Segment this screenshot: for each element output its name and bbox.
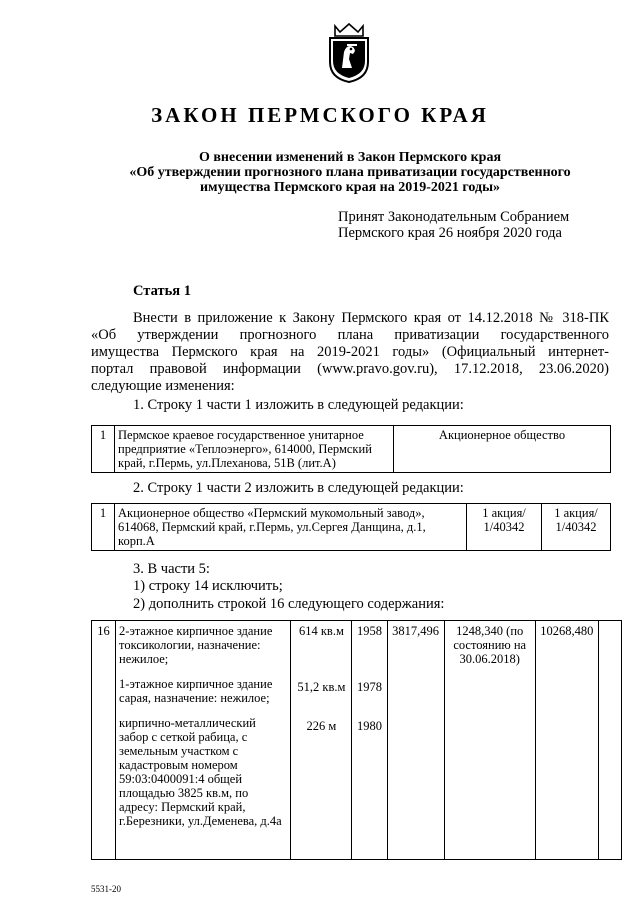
coat-of-arms-icon [326, 22, 372, 84]
intro-line: имущества Пермского края на 2019-2021 годы» (Официальный интернет- [91, 344, 609, 360]
empty-cell [598, 621, 621, 860]
table-row [92, 426, 611, 473]
row-number: 16 [92, 621, 116, 860]
row-number: 1 [92, 426, 115, 473]
legal-form: Акционерное общество [394, 426, 611, 473]
shares-a: 1 акция/ 1/40342 [467, 504, 542, 551]
adoption-line: Пермского края 26 ноября 2020 года [338, 224, 562, 241]
subtitle-line: О внесении изменений в Закон Пермского края [198, 150, 502, 165]
object-name: 2-этажное кирпичное здание токсикологии, назначение: нежилое; [119, 624, 273, 666]
change-item-2: 2. Строку 1 части 2 изложить в следующей редакции: [133, 480, 464, 496]
article-intro [91, 310, 609, 395]
subtitle-line: «Об утверждении прогнозного плана приватизации государственного [129, 165, 571, 180]
law-subtitle [90, 150, 610, 195]
change-item-3: 3. В части 5: [133, 561, 210, 577]
intro-line: «Об утверждении прогнозного плана приватизации государственного [91, 327, 609, 343]
object-years [352, 621, 387, 860]
balance-value: 3817,496 [387, 621, 444, 860]
object-area: 51,2 кв.м [297, 680, 346, 694]
change-item-1: 1. Строку 1 части 1 изложить в следующей редакции: [133, 397, 464, 413]
table-part1-row1 [91, 425, 611, 473]
law-title: ЗАКОН ПЕРМСКОГО КРАЯ [151, 103, 489, 127]
object-area: 614 кв.м [298, 624, 344, 638]
intro-line: Внести в приложение к Закону Пермского края от 14.12.2018 № 318-ПК [133, 310, 609, 326]
table-row [92, 504, 611, 551]
table-row [92, 621, 622, 860]
object-year: 1958 [357, 624, 382, 638]
row-number: 1 [92, 504, 115, 551]
object-year: 1978 [357, 680, 382, 694]
table-part2-row1 [91, 503, 611, 551]
object-name: кирпично-металлический забор с сеткой рабица, с земельным участком с кадастровым номером 59:03:0400091:4 общей площадью 3825 кв.м, по адресу: Пермский край, г.Березники, ул.Деменева, д.4а [119, 716, 282, 828]
article-heading: Статья 1 [133, 283, 191, 299]
subtitle-line: имущества Пермского края на 2019-2021 годы» [199, 180, 501, 195]
shares-b: 1 акция/ 1/40342 [542, 504, 611, 551]
object-area: 226 м [306, 719, 337, 733]
document-code: 5531-20 [91, 884, 121, 894]
cadastral-value: 1248,340 (по состоянию на 30.06.2018) [444, 621, 535, 860]
object-name: 1-этажное кирпичное здание сарая, назначение: нежилое; [119, 677, 273, 705]
intro-line: следующие изменения: [91, 378, 235, 394]
change-item-3-2: 2) дополнить строкой 16 следующего содержания: [133, 596, 445, 612]
object-year: 1980 [357, 719, 382, 733]
change-item-3-1: 1) строку 14 исключить; [133, 578, 283, 594]
object-names [116, 621, 291, 860]
adoption-note [338, 210, 569, 241]
intro-line: портал правовой информации (www.pravo.gov.ru), 17.12.2018, 23.06.2020) [91, 361, 609, 377]
adoption-line: Принят Законодательным Собранием [338, 209, 570, 225]
company-name: Акционерное общество «Пермский мукомольный завод», 614068, Пермский край, г.Пермь, ул.Сергея Данщина, д.1, корп.А [115, 504, 467, 551]
table-part5-row16 [91, 620, 622, 860]
object-areas [291, 621, 352, 860]
market-value: 10268,480 [535, 621, 598, 860]
enterprise-name: Пермское краевое государственное унитарное предприятие «Теплоэнерго», 614000, Пермский край, г.Пермь, ул.Плеханова, 51В (лит.А) [115, 426, 394, 473]
